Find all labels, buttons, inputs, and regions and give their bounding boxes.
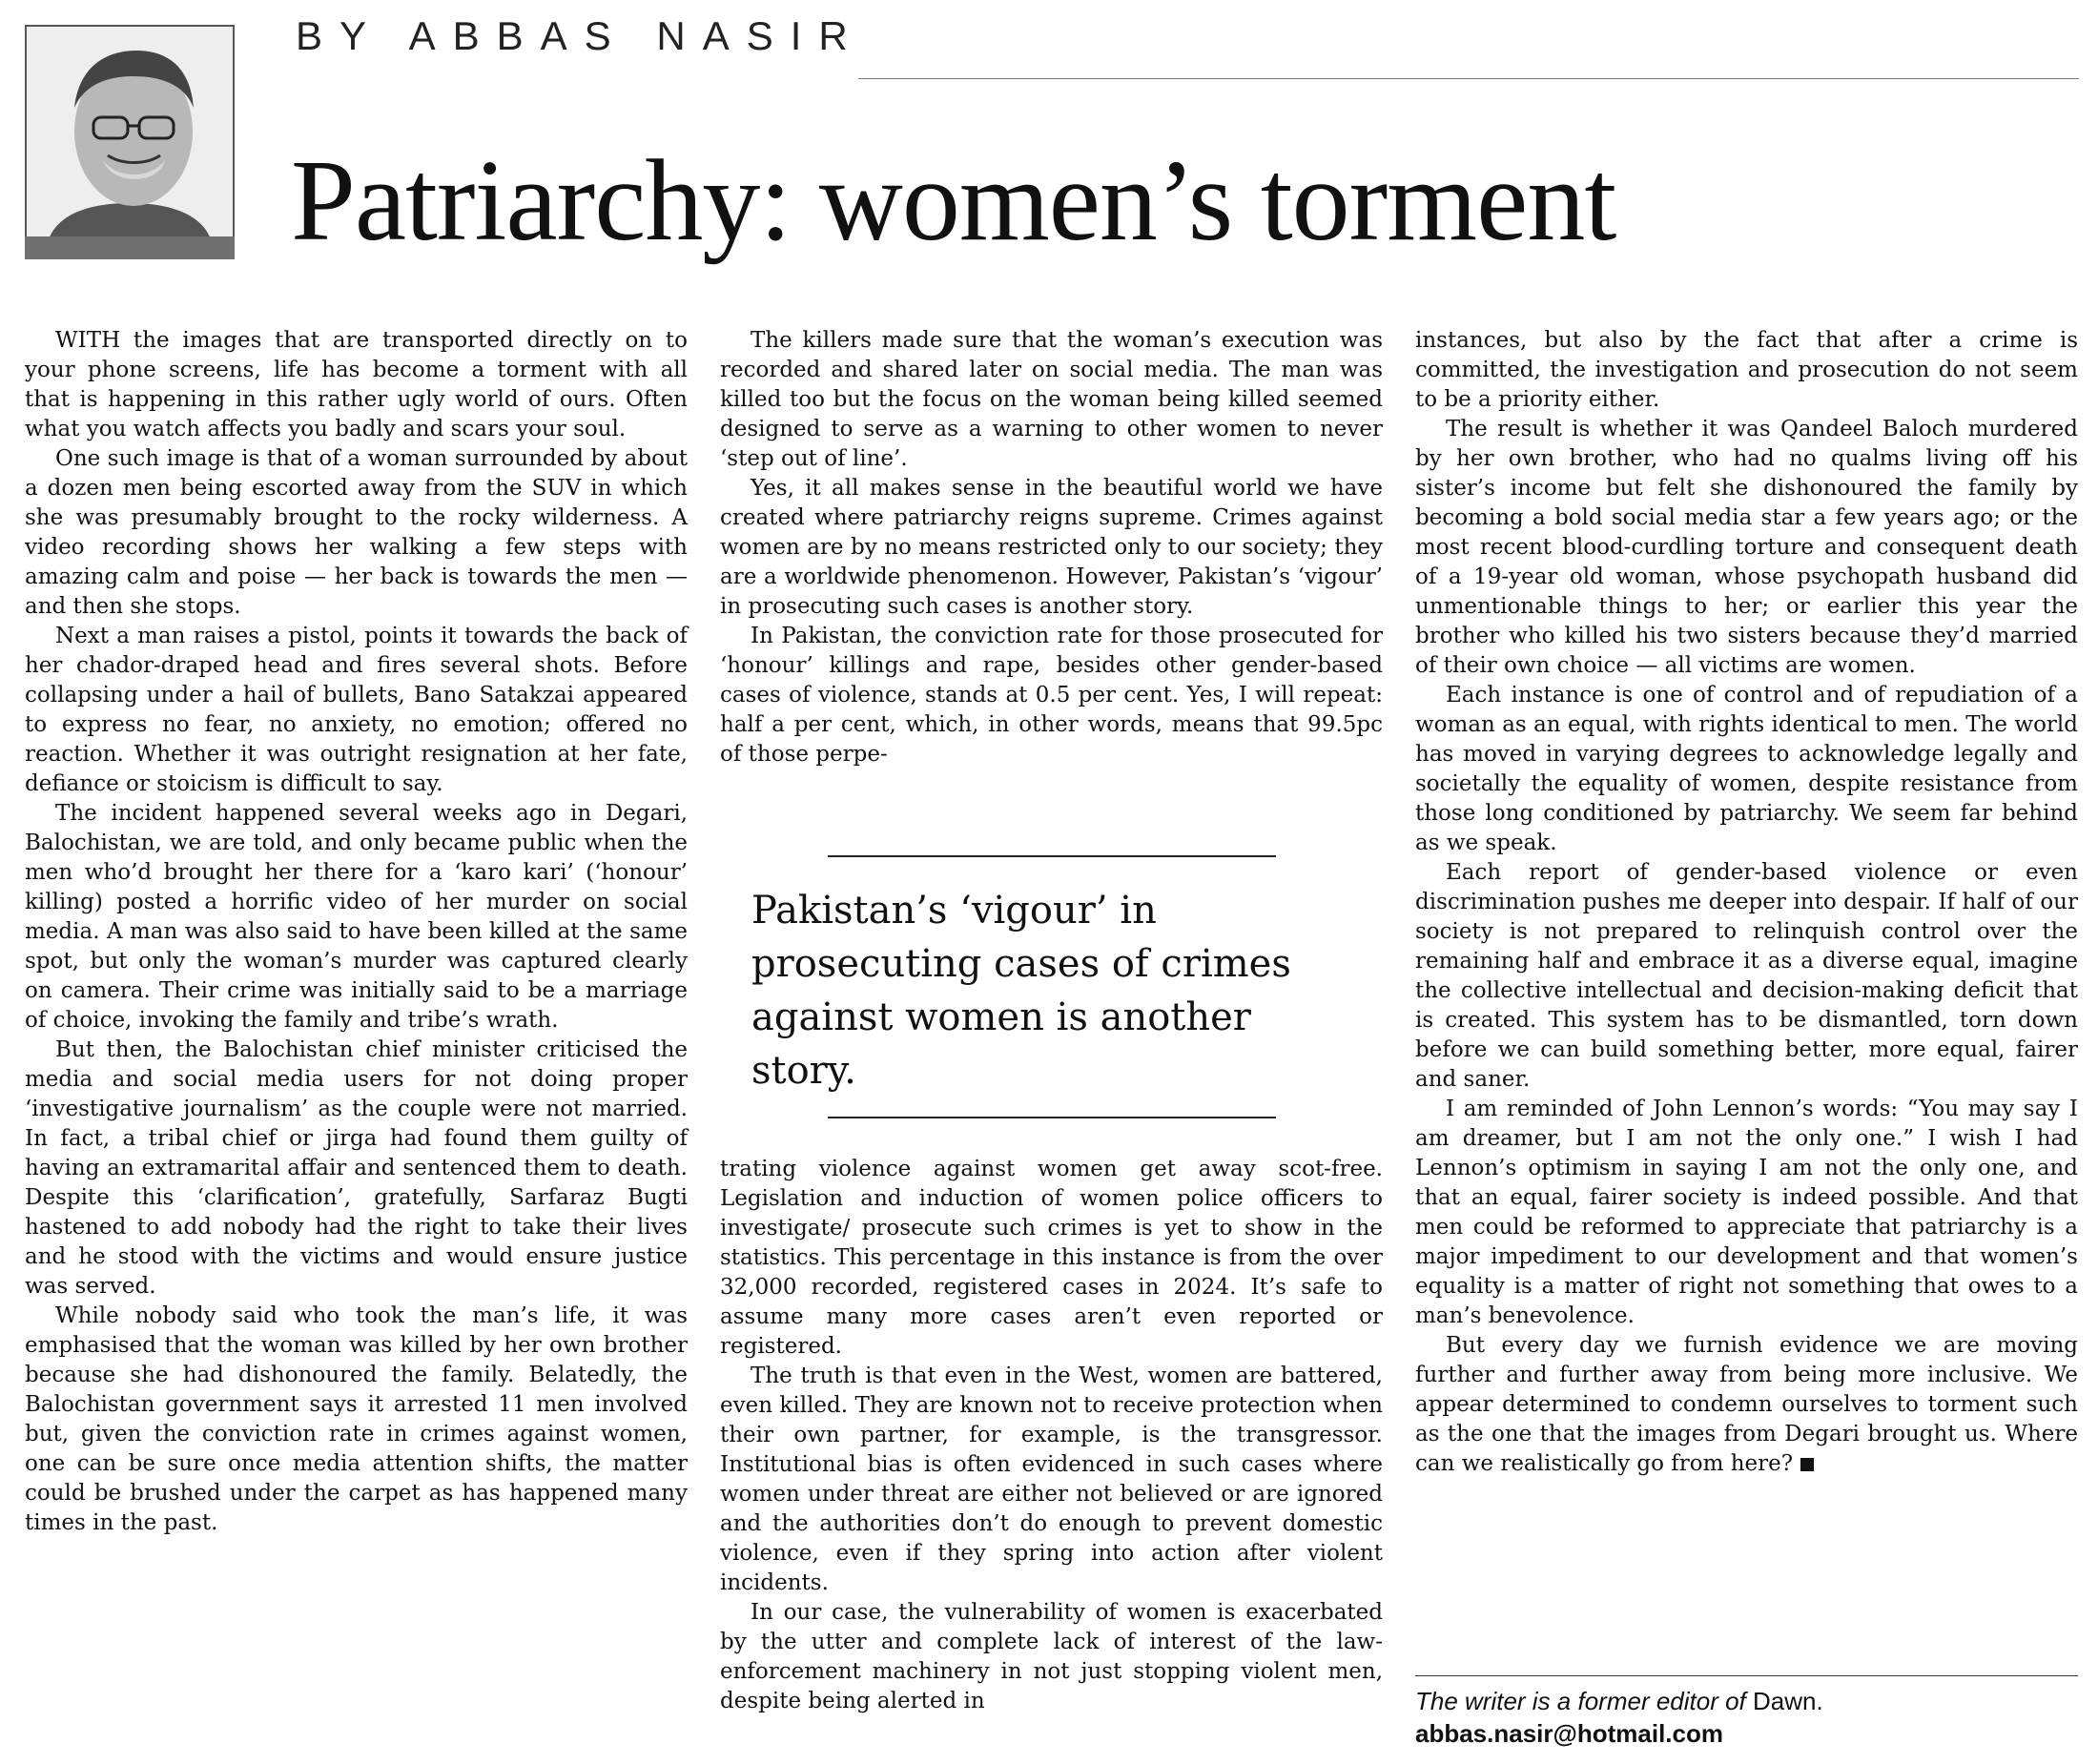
article-column-3 — [1415, 326, 2078, 1479]
byline-rule — [858, 78, 2079, 79]
author-email[interactable]: abbas.nasir@hotmail.com — [1415, 1719, 1723, 1748]
paragraph: instances, but also by the fact that after a crime is committed, the investigation and prosecution do not seem to be a priority either. — [1415, 328, 2078, 412]
paragraph: The result is whether it was Qandeel Baloch murdered by her own brother, who had no qualms living off his sister’s income but felt she dishonoured the family by becoming a bold social media star a few years ago; or the most recent blood-curdling torture and consequent death of a 19-year old woman, whose psychopath husband did unmentionable things to her; or earlier this year the brother who killed his two sisters because they’d married of their own choice — all victims are women. — [1415, 417, 2078, 678]
final-paragraph-text: But every day we furnish evidence we are moving further and further away from being more inclusive. We appear determined to condemn ourselves to torment such as the one that the images from Degari brought us. Where can we realistically go from here? — [1415, 1333, 2078, 1476]
article-column-2-bottom — [720, 1155, 1383, 1716]
newspaper-name: Dawn. — [1753, 1687, 1823, 1715]
pullquote: Pakistan’s ‘vigour’ in prosecuting cases of crimes against women is another story. — [751, 889, 1291, 1093]
paragraph: The truth is that even in the West, women are battered, even killed. They are known not to receive protection when their own partner, for example, is the transgressor. Institutional bias is often evidenced in such cases where women under threat are either not believed or are ignored and the authorities don’t do enough to prevent domestic violence, even if they spring into action after violent incidents. — [720, 1364, 1383, 1595]
final-paragraph — [1415, 1331, 2078, 1479]
author-portrait-icon — [27, 27, 233, 256]
headline: Patriarchy: women’s torment — [291, 136, 1616, 265]
paragraph: Each report of gender-based violence or even discrimination pushes me deeper into despair. If half of our society is not prepared to relinquish control over the remaining half and embrace it as a diverse equal, imagine the collective intellectual and decision-making deficit that is created. This system has to be dismantled, torn down before we can build something better, more equal, fairer and saner. — [1415, 860, 2078, 1092]
author-photo — [25, 25, 235, 258]
photo-caption-bar — [25, 236, 235, 259]
author-note-rule — [1415, 1675, 2078, 1676]
paragraph: I am reminded of John Lennon’s words: “You may say I am dreamer, but I am not the only one.” I wish I had Lennon’s optimism in saying I am not the only one, and that an equal, fairer society is indeed possible. And that men could be reformed to appreciate that patriarchy is a major impediment to our development and that women’s equality is a matter of right not something that owes to a man’s benevolence. — [1415, 1097, 2078, 1328]
article-column-2-top — [720, 326, 1383, 769]
end-mark-icon — [1800, 1458, 1814, 1471]
paragraph: One such image is that of a woman surrounded by about a dozen men being escorted away from the SUV in which she was presumably brought to the rocky wilderness. A video recording shows her walking a few steps with amazing calm and poise — her back is towards the men — and then she stops. — [25, 446, 688, 619]
paragraph: But then, the Balochistan chief minister criticised the media and social media users for not doing proper ‘investigative journalism’ as the couple were not married. In fact, a tribal chief or jirga had found them guilty of having an extramarital affair and sentenced them to death. Despite this ‘clarification’, gratefully, Sarfaraz Bugti hastened to add nobody had the right to take their lives and he stood with the victims and would ensure justice was served. — [25, 1037, 688, 1299]
article-column-1 — [25, 326, 688, 1538]
paragraph: In Pakistan, the conviction rate for those prosecuted for ‘honour’ killings and rape, besides other gender-based cases of violence, stands at 0.5 per cent. Yes, I will repeat: half a per cent, which, in other words, means that 99.5pc of those perpe- — [720, 624, 1383, 767]
paragraph: The killers made sure that the woman’s execution was recorded and shared later on social media. The man was killed too but the focus on the woman being killed seemed designed to serve as a warning to other women to never ‘step out of line’. — [720, 328, 1383, 471]
paragraph: Each instance is one of control and of repudiation of a woman as an equal, with rights identical to men. The world has moved in varying degrees to acknowledge legally and societally the equality of women, despite resistance from those long conditioned by patriarchy. We seem far behind as we speak. — [1415, 683, 2078, 855]
paragraph: trating violence against women get away scot-free. Legislation and induction of women police officers to investigate/ prosecute such crimes is yet to show in the statistics. This percentage in this instance is from the over 32,000 recorded, registered cases in 2024. It’s safe to assume many more cases aren’t even reported or registered. — [720, 1157, 1383, 1359]
paragraph: WITH the images that are transported directly on to your phone screens, life has become a torment with all that is happening in this rather ugly world of ours. Often what you watch affects you badly and scars your soul. — [25, 328, 688, 441]
pullquote-rule-top — [828, 855, 1276, 857]
author-note — [1415, 1685, 1823, 1750]
paragraph: Yes, it all makes sense in the beautiful world we have created where patriarchy reigns supreme. Crimes against women are by no means restricted only to our society; they are a worldwide phenomenon. However, Pakistan’s ‘vigour’ in prosecuting such cases is another story. — [720, 476, 1383, 619]
paragraph: In our case, the vulnerability of women is exacerbated by the utter and complete lack of interest of the law-enforcement machinery in not just stopping violent men, despite being alerted in — [720, 1600, 1383, 1713]
paragraph: The incident happened several weeks ago in Degari, Balochistan, we are told, and only became public when the men who’d brought her there for a ‘karo kari’ (‘honour’ killing) posted a horrific video of her murder on social media. A man was also said to have been killed at the same spot, but only the woman’s murder was captured clearly on camera. Their crime was initially said to be a marriage of choice, invoking the family and tribe’s wrath. — [25, 801, 688, 1033]
pullquote-rule-bottom — [828, 1117, 1276, 1118]
paragraph: While nobody said who took the man’s life, it was emphasised that the woman was killed by her own brother because she had dishonoured the family. Belatedly, the Balochistan government says it arrested 11 men involved but, given the conviction rate in crimes against women, one can be sure once media attention shifts, the matter could be brushed under the carpet as has happened many times in the past. — [25, 1303, 688, 1535]
author-note-text: The writer is a former editor of — [1415, 1687, 1746, 1715]
paragraph: Next a man raises a pistol, points it towards the back of her chador-draped head and fires several shots. Before collapsing under a hail of bullets, Bano Satakzai appeared to express no fear, no anxiety, no emotion; offered no reaction. Whether it was outright resignation at her fate, defiance or stoicism is difficult to say. — [25, 624, 688, 796]
byline: BY ABBAS NASIR — [296, 13, 865, 58]
